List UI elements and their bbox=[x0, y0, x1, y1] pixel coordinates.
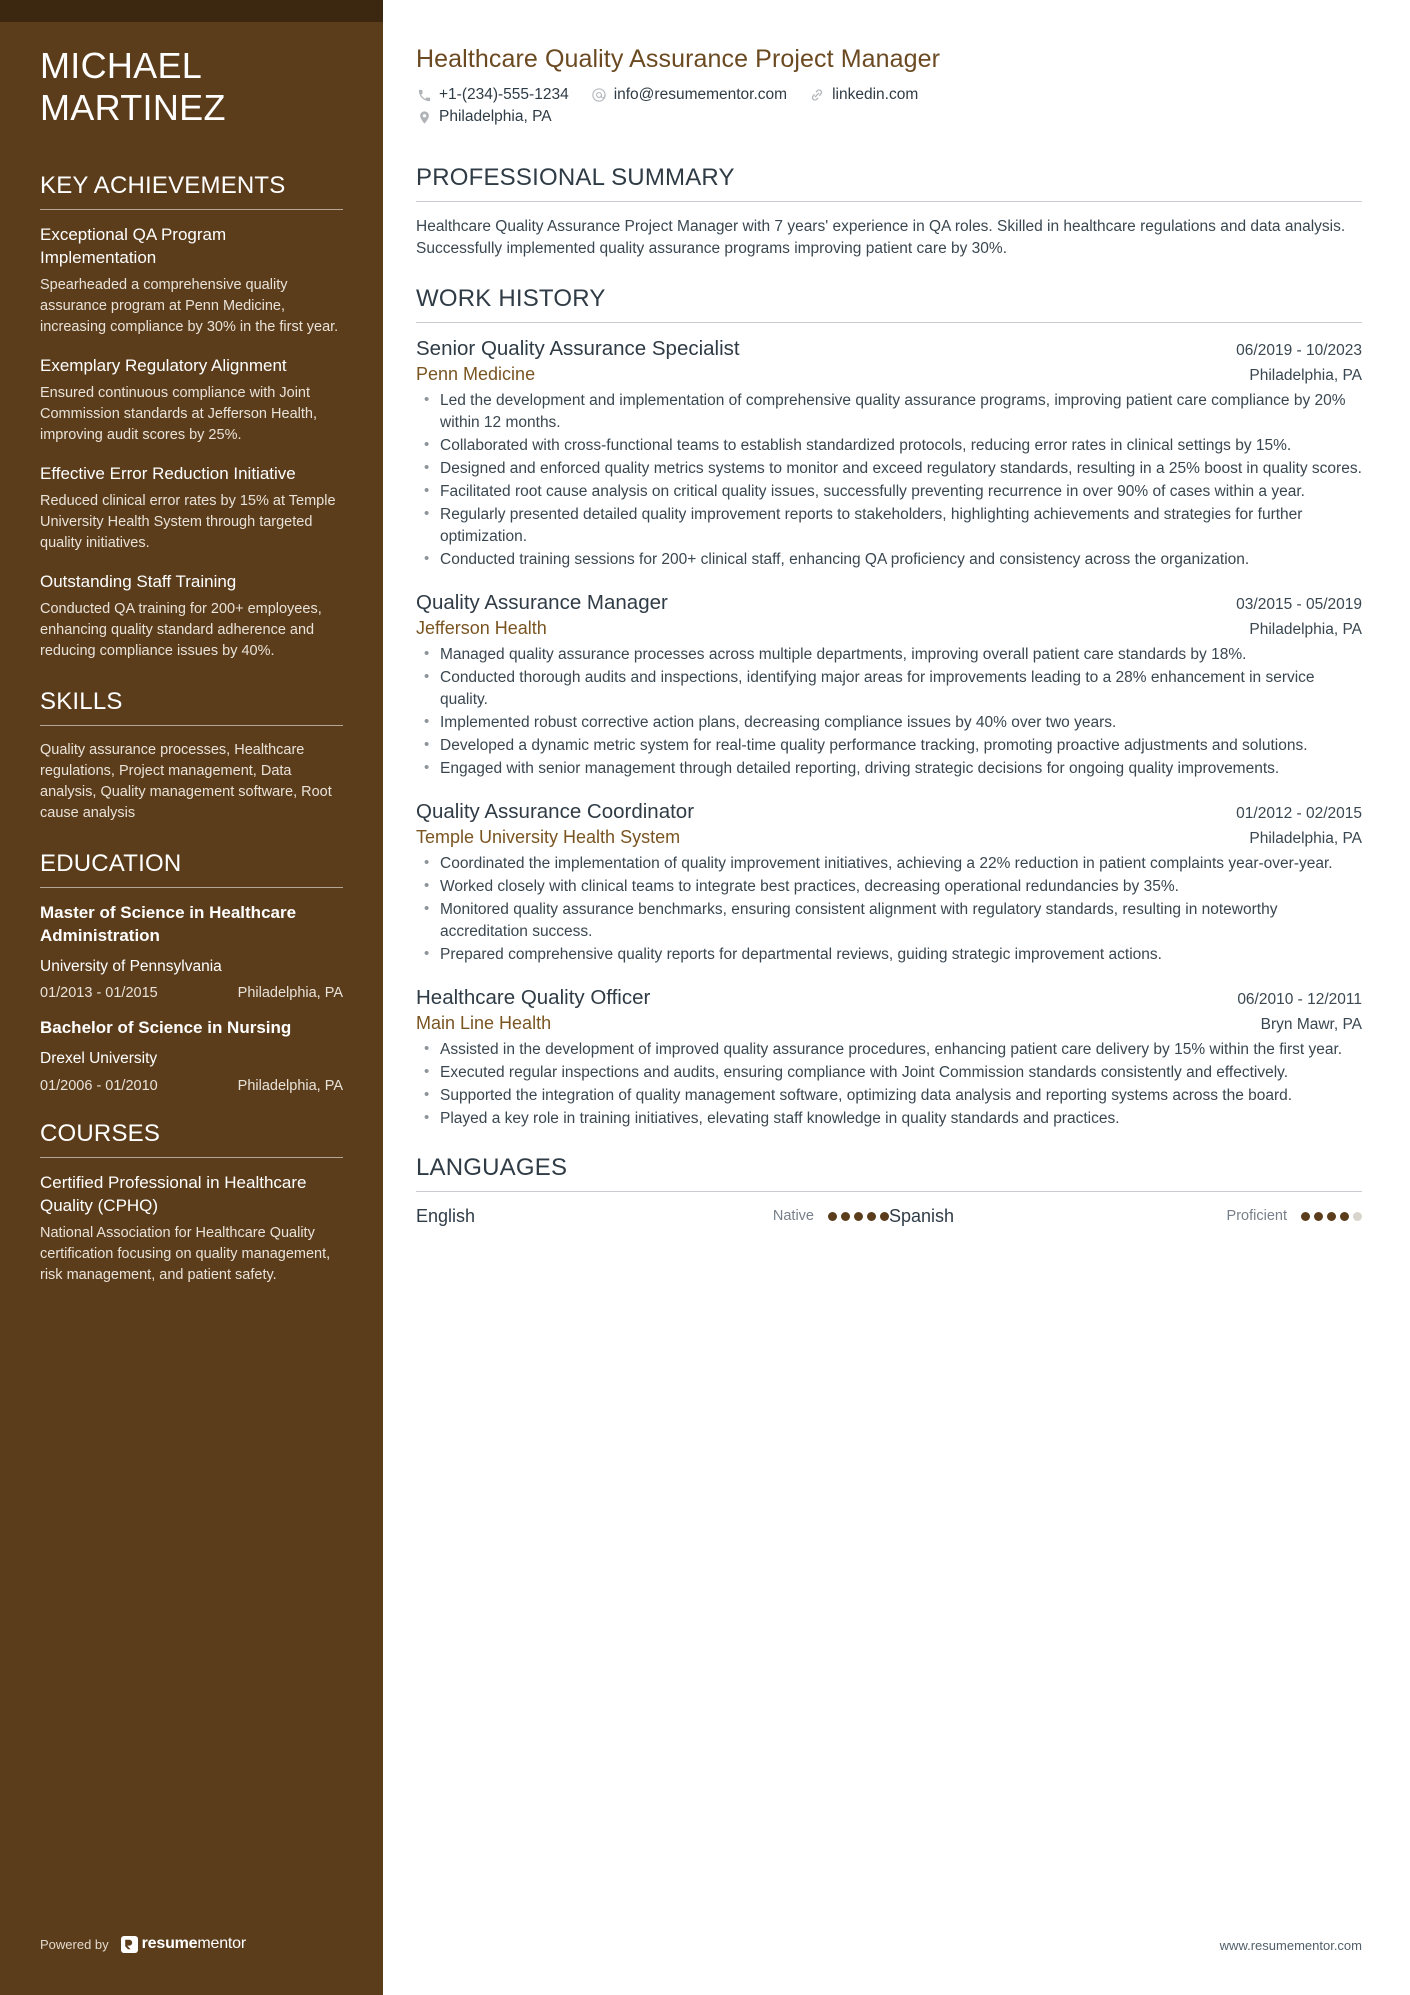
proficiency-dot bbox=[880, 1212, 889, 1221]
contact-phone[interactable] bbox=[416, 86, 569, 104]
proficiency-dot bbox=[828, 1212, 837, 1221]
education-meta bbox=[40, 985, 343, 1001]
name-first-line: MICHAEL bbox=[40, 45, 203, 86]
resumementor-wordmark bbox=[142, 1935, 246, 1953]
proficiency-dot bbox=[867, 1212, 876, 1221]
sidebar bbox=[0, 0, 383, 1995]
job-bullet: • Implemented robust corrective action plans, decreasing compliance issues by 40% over two years. bbox=[416, 712, 1362, 734]
key-achievements-section bbox=[40, 172, 343, 662]
language-name: English bbox=[416, 1205, 476, 1226]
job-dates: 06/2019 - 10/2023 bbox=[1236, 341, 1362, 359]
courses-heading: COURSES bbox=[40, 1120, 161, 1148]
achievement-title: Exceptional QA Program Implementation bbox=[40, 224, 227, 267]
at-email-icon bbox=[591, 87, 607, 103]
resumementor-logo bbox=[121, 1935, 246, 1953]
job-company: Jefferson Health bbox=[416, 617, 547, 638]
language-item bbox=[889, 1206, 1362, 1227]
education-location: Philadelphia, PA bbox=[237, 1078, 343, 1095]
job-company: Penn Medicine bbox=[416, 363, 536, 384]
key-achievements-list bbox=[40, 224, 343, 662]
job-bullet: • Prepared comprehensive quality reports for departmental reviews, guiding strategic improvement actions. bbox=[416, 944, 1362, 966]
education-heading: EDUCATION bbox=[40, 849, 182, 877]
phone-value: +1-(234)-555-1234 bbox=[439, 86, 569, 103]
education-dates: 01/2006 - 01/2010 bbox=[40, 1078, 158, 1095]
footer-website: www.resumementor.com bbox=[1219, 1938, 1362, 1953]
section-divider bbox=[416, 1191, 1362, 1192]
resumementor-mark-icon bbox=[121, 1936, 138, 1953]
achievement-description: Reduced clinical error rates by 15% at Temple University Health System through targeted quality initiatives. bbox=[40, 492, 336, 551]
work-history-entry bbox=[416, 800, 1362, 966]
section-divider bbox=[416, 322, 1362, 323]
proficiency-dot bbox=[841, 1212, 850, 1221]
education-section bbox=[40, 850, 343, 1094]
language-name: Spanish bbox=[889, 1205, 955, 1226]
main-content bbox=[383, 0, 1410, 1995]
job-location: Philadelphia, PA bbox=[1249, 829, 1362, 847]
language-level: Proficient bbox=[1226, 1208, 1287, 1225]
proficiency-dot bbox=[1353, 1212, 1362, 1221]
section-divider bbox=[416, 201, 1362, 202]
courses-section bbox=[40, 1120, 343, 1286]
professional-summary-section bbox=[416, 164, 1362, 261]
courses-list bbox=[40, 1172, 343, 1286]
course-description: National Association for Healthcare Quality certification focusing on quality management, risk management, and patient safety. bbox=[40, 1224, 331, 1283]
job-header-row bbox=[416, 800, 1362, 824]
education-list bbox=[40, 902, 343, 1094]
language-proficiency-dots bbox=[1301, 1212, 1362, 1221]
proficiency-dot bbox=[1327, 1212, 1336, 1221]
job-bullet: • Collaborated with cross-functional teams to establish standardized protocols, reducing error rates in clinical settings by 15%. bbox=[416, 435, 1362, 457]
job-subheader-row bbox=[416, 618, 1362, 639]
location-pin-icon bbox=[416, 109, 432, 125]
job-bullet: • Designed and enforced quality metrics systems to monitor and exceed regulatory standards, resulting in a 25% boost in quality scores. bbox=[416, 458, 1362, 480]
achievement-item bbox=[40, 224, 343, 338]
job-bullet: • Developed a dynamic metric system for real-time quality performance tracking, promoting proactive adjustments and solutions. bbox=[416, 735, 1362, 757]
job-bullet: • Coordinated the implementation of quality improvement initiatives, achieving a 22% reduction in patient complaints year-over-year. bbox=[416, 853, 1362, 875]
job-bullet: • Monitored quality assurance benchmarks, ensuring consistent alignment with regulatory standards, resulting in noteworthy accreditation success. bbox=[416, 899, 1362, 943]
sidebar-footer bbox=[40, 1935, 246, 1953]
work-history-entry bbox=[416, 986, 1362, 1130]
job-bullet: • Conducted thorough audits and inspections, identifying major areas for improvements leading to a 28% enhancement in service quality. bbox=[416, 667, 1362, 711]
job-subheader-row bbox=[416, 1013, 1362, 1034]
skills-heading: SKILLS bbox=[40, 687, 123, 715]
professional-summary-text: Healthcare Quality Assurance Project Manager with 7 years' experience in QA roles. Skilled in healthcare regulations and data analysis. Successfully implemented quality assurance programs improving patient care by 30%. bbox=[416, 218, 1346, 258]
section-divider bbox=[40, 887, 343, 888]
job-role: Senior Quality Assurance Specialist bbox=[416, 336, 740, 360]
work-history-section bbox=[416, 285, 1362, 1130]
contact-location bbox=[416, 108, 552, 126]
education-dates: 01/2013 - 01/2015 bbox=[40, 985, 158, 1002]
job-bullet: • Supported the integration of quality management software, optimizing data analysis and reporting systems across the board. bbox=[416, 1085, 1362, 1107]
job-bullet: • Assisted in the development of improved quality assurance procedures, enhancing patient care delivery by 15% within the first year. bbox=[416, 1039, 1362, 1061]
link-icon bbox=[809, 87, 825, 103]
achievement-title: Exemplary Regulatory Alignment bbox=[40, 355, 287, 375]
education-location: Philadelphia, PA bbox=[237, 985, 343, 1002]
job-bullet: • Facilitated root cause analysis on critical quality issues, successfully preventing recurrence in over 90% of cases within a year. bbox=[416, 481, 1362, 503]
brand-bold: resume bbox=[141, 1935, 198, 1952]
job-company: Main Line Health bbox=[416, 1012, 552, 1033]
proficiency-dot bbox=[1314, 1212, 1323, 1221]
education-school: Drexel University bbox=[40, 1050, 158, 1068]
job-bullet: • Played a key role in training initiatives, elevating staff knowledge in quality standards and practices. bbox=[416, 1108, 1362, 1130]
work-history-list bbox=[416, 337, 1362, 1130]
skills-text: Quality assurance processes, Healthcare regulations, Project management, Data analysis, Quality management software, Root cause analysis bbox=[40, 741, 332, 821]
education-item bbox=[40, 902, 343, 1002]
job-bullet: • Executed regular inspections and audits, ensuring compliance with Joint Commission standards consistently and effectively. bbox=[416, 1062, 1362, 1084]
job-bullet: • Conducted training sessions for 200+ clinical staff, enhancing QA proficiency and consistency across the organization. bbox=[416, 549, 1362, 571]
education-meta bbox=[40, 1078, 343, 1094]
achievement-item bbox=[40, 355, 343, 446]
job-bullet-list bbox=[416, 853, 1362, 966]
job-header-row bbox=[416, 337, 1362, 361]
job-dates: 01/2012 - 02/2015 bbox=[1236, 804, 1362, 822]
contact-info bbox=[416, 86, 1362, 126]
page-title: Healthcare Quality Assurance Project Manager bbox=[416, 45, 941, 73]
name-last-line: MARTINEZ bbox=[40, 87, 226, 129]
job-dates: 03/2015 - 05/2019 bbox=[1236, 595, 1362, 613]
job-header-row bbox=[416, 591, 1362, 615]
work-history-entry bbox=[416, 337, 1362, 571]
job-header-row bbox=[416, 986, 1362, 1010]
course-title: Certified Professional in Healthcare Quality (CPHQ) bbox=[40, 1173, 307, 1215]
contact-email[interactable] bbox=[591, 86, 787, 104]
achievement-item bbox=[40, 571, 343, 662]
email-value: info@resumementor.com bbox=[613, 86, 788, 103]
languages-section bbox=[416, 1154, 1362, 1227]
professional-summary-heading: PROFESSIONAL SUMMARY bbox=[416, 164, 735, 191]
job-bullet: • Regularly presented detailed quality improvement reports to stakeholders, highlighting achievements and strategies for further optimization. bbox=[416, 504, 1362, 548]
work-history-heading: WORK HISTORY bbox=[416, 284, 606, 312]
education-school: University of Pennsylvania bbox=[40, 957, 222, 975]
language-level: Native bbox=[772, 1208, 814, 1225]
languages-heading: LANGUAGES bbox=[416, 1153, 568, 1181]
proficiency-dot bbox=[854, 1212, 863, 1221]
achievement-description: Ensured continuous compliance with Joint Commission standards at Jefferson Health, improving audit scores by 25%. bbox=[40, 384, 317, 443]
contact-row-secondary bbox=[416, 108, 1362, 126]
education-degree: Bachelor of Science in Nursing bbox=[40, 1018, 292, 1038]
section-divider bbox=[40, 209, 343, 210]
job-bullet: • Engaged with senior management through detailed reporting, driving strategic decisions for ongoing quality improvements. bbox=[416, 758, 1362, 780]
education-degree: Master of Science in Healthcare Administration bbox=[40, 902, 297, 945]
contact-linkedin[interactable] bbox=[809, 86, 918, 104]
job-role: Healthcare Quality Officer bbox=[416, 985, 651, 1009]
education-item bbox=[40, 1017, 343, 1094]
proficiency-dot bbox=[1301, 1212, 1310, 1221]
linkedin-value: linkedin.com bbox=[832, 86, 919, 103]
job-location: Bryn Mawr, PA bbox=[1260, 1015, 1362, 1033]
powered-by-label: Powered by bbox=[40, 1936, 109, 1952]
section-divider bbox=[40, 1157, 343, 1158]
key-achievements-heading: KEY ACHIEVEMENTS bbox=[40, 171, 286, 199]
language-proficiency-dots bbox=[828, 1212, 889, 1221]
achievement-description: Spearheaded a comprehensive quality assurance program at Penn Medicine, increasing compliance by 30% in the first year. bbox=[40, 276, 339, 335]
job-bullet: • Led the development and implementation of comprehensive quality assurance programs, improving patient care compliance by 20% within 12 months. bbox=[416, 390, 1362, 434]
job-bullet: • Managed quality assurance processes across multiple departments, improving overall patient care standards by 18%. bbox=[416, 644, 1362, 666]
achievement-title: Outstanding Staff Training bbox=[40, 571, 237, 591]
contact-row-primary bbox=[416, 86, 1362, 104]
achievement-description: Conducted QA training for 200+ employees, enhancing quality standard adherence and reducing compliance issues by 40%. bbox=[40, 600, 322, 659]
phone-icon bbox=[416, 87, 432, 103]
work-history-entry bbox=[416, 591, 1362, 780]
proficiency-dot bbox=[1340, 1212, 1349, 1221]
job-role: Quality Assurance Coordinator bbox=[416, 799, 695, 823]
section-divider bbox=[40, 725, 343, 726]
brand-light: mentor bbox=[197, 1935, 246, 1952]
language-item bbox=[416, 1206, 889, 1227]
course-item bbox=[40, 1172, 343, 1286]
skills-section bbox=[40, 688, 343, 824]
job-location: Philadelphia, PA bbox=[1249, 366, 1362, 384]
achievement-item bbox=[40, 463, 343, 554]
languages-list bbox=[416, 1206, 1362, 1227]
job-bullet-list bbox=[416, 390, 1362, 571]
job-bullet: • Worked closely with clinical teams to integrate best practices, decreasing operational redundancies by 35%. bbox=[416, 876, 1362, 898]
job-dates: 06/2010 - 12/2011 bbox=[1237, 990, 1362, 1008]
job-role: Quality Assurance Manager bbox=[416, 590, 668, 614]
achievement-title: Effective Error Reduction Initiative bbox=[40, 463, 296, 483]
job-subheader-row bbox=[416, 364, 1362, 385]
job-subheader-row bbox=[416, 827, 1362, 848]
sidebar-top-accent-bar bbox=[0, 0, 383, 22]
job-location: Philadelphia, PA bbox=[1249, 620, 1362, 638]
location-value: Philadelphia, PA bbox=[439, 108, 552, 125]
job-bullet-list bbox=[416, 644, 1362, 780]
job-bullet-list bbox=[416, 1039, 1362, 1130]
job-company: Temple University Health System bbox=[416, 826, 681, 847]
